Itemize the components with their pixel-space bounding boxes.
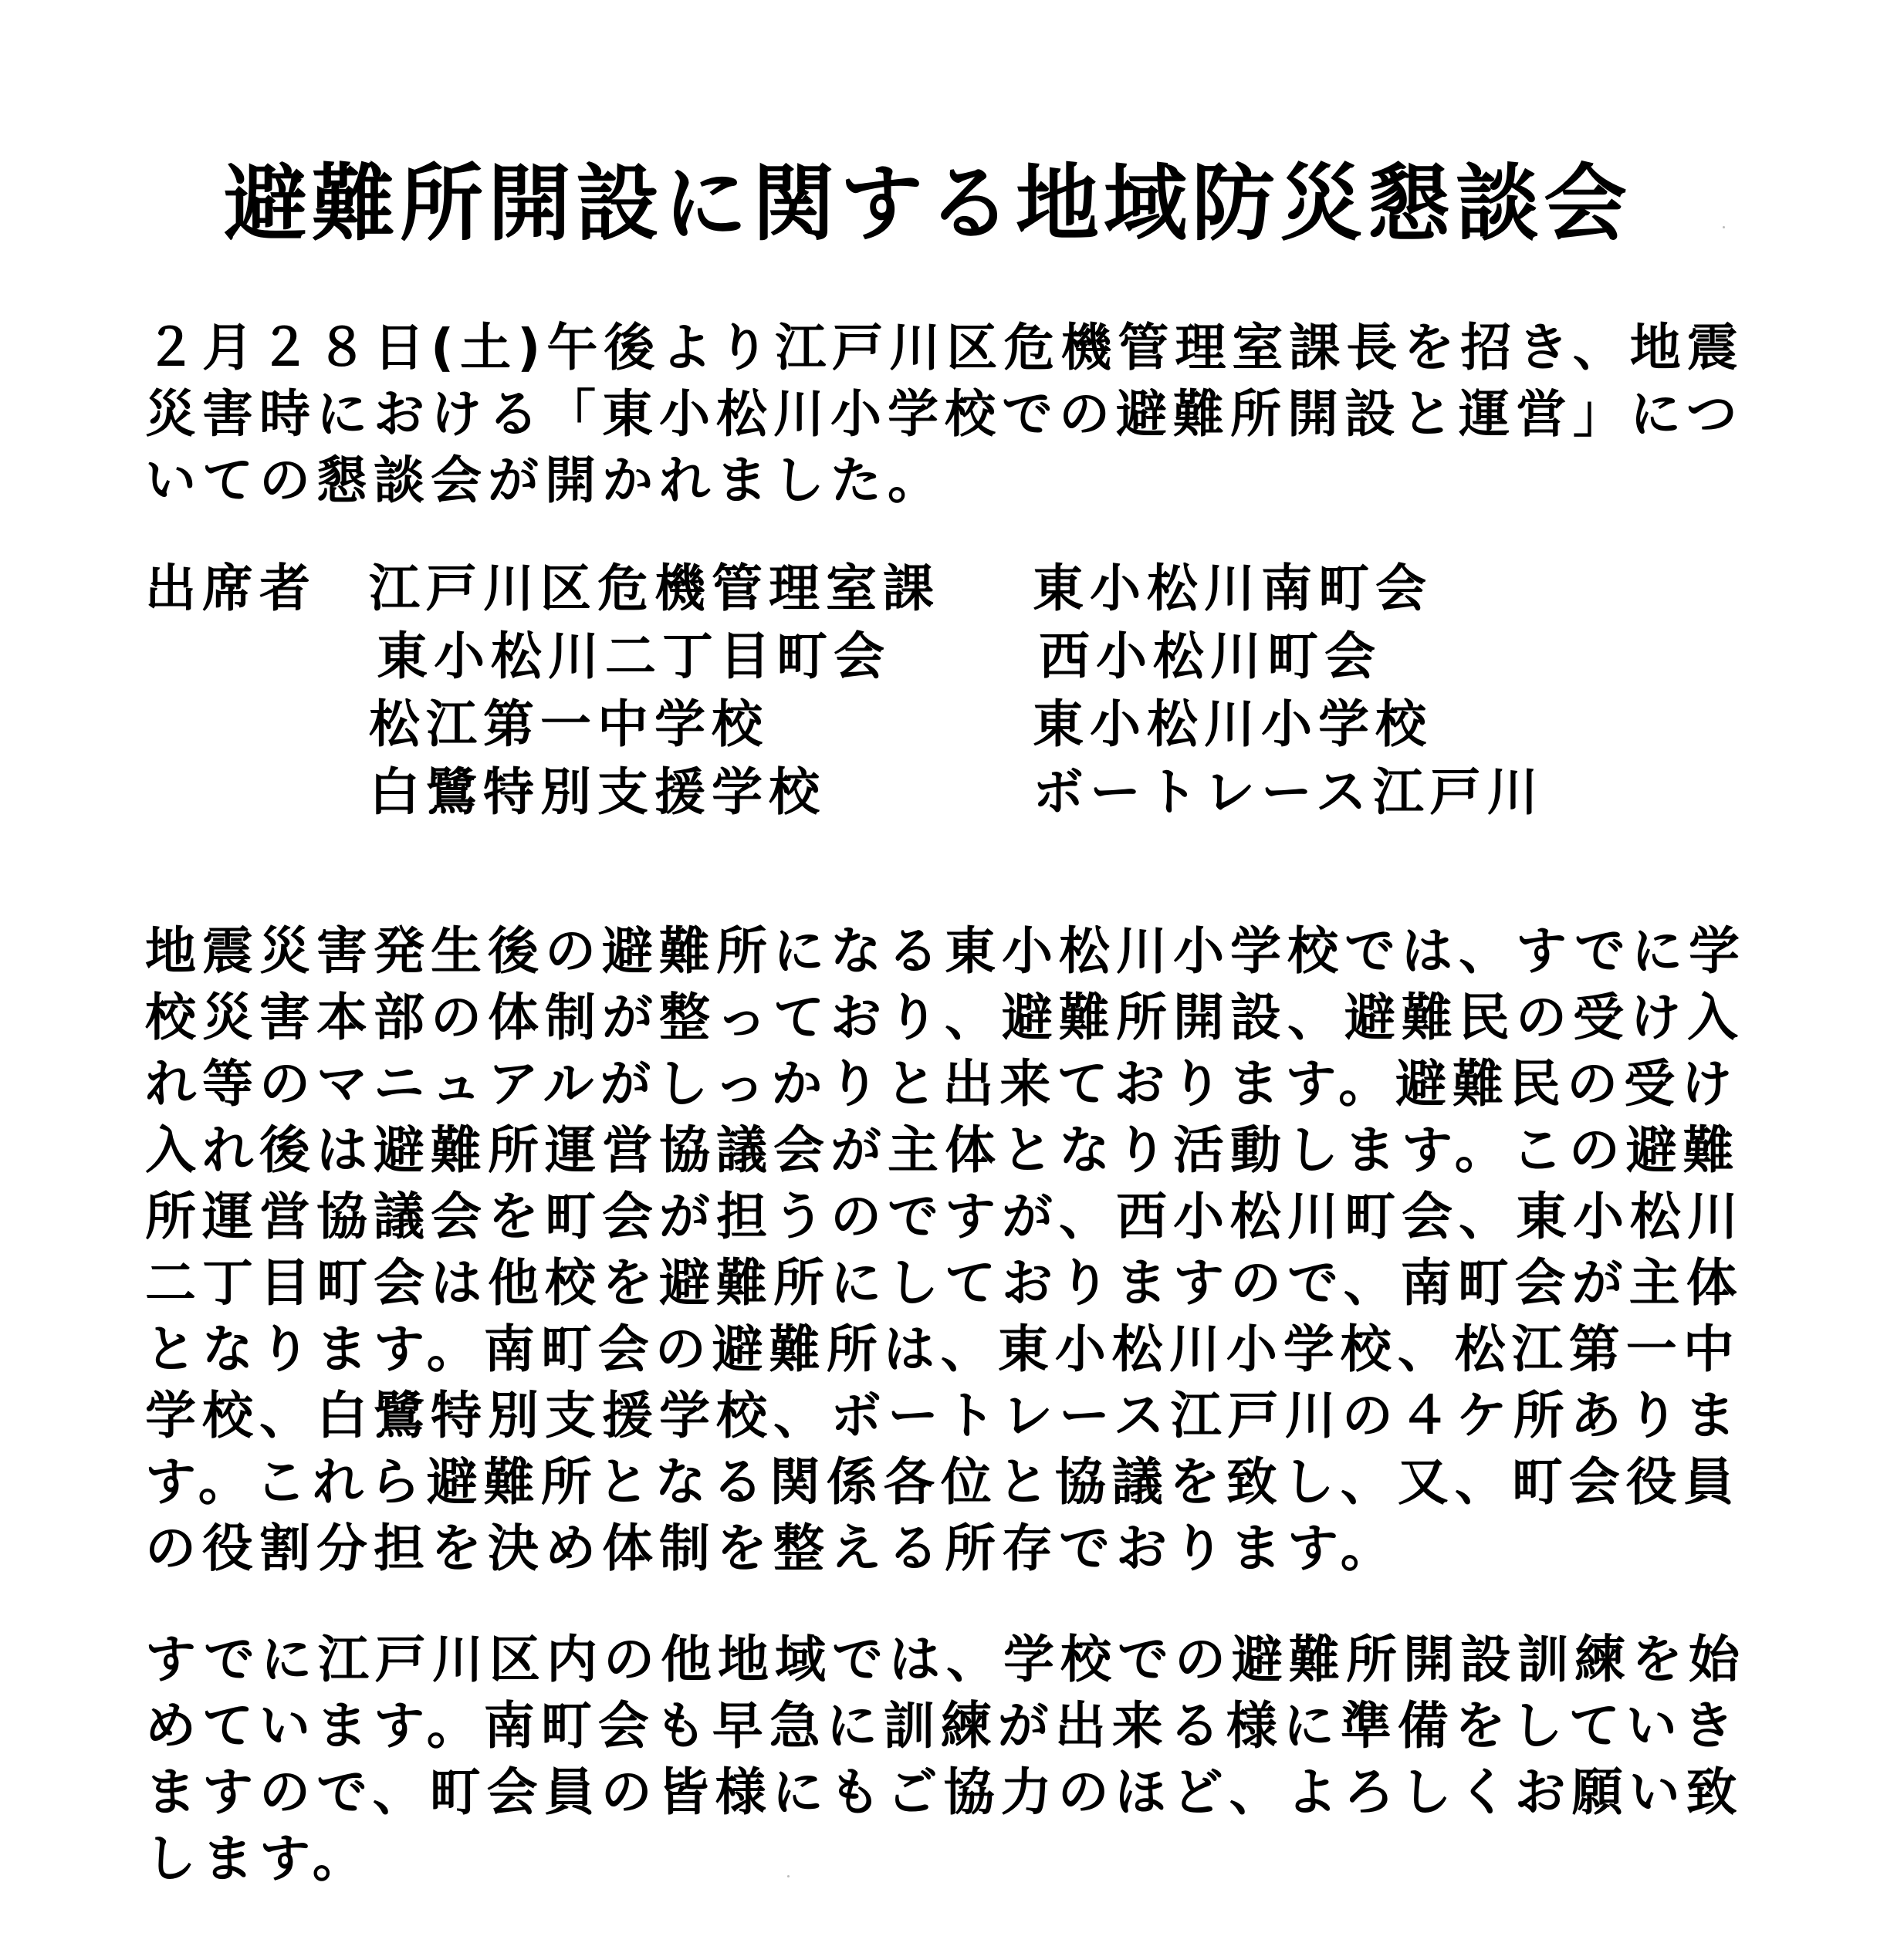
attendee-row bbox=[145, 556, 1611, 622]
intro-line: いての懇談会が開かれました。 bbox=[145, 451, 945, 510]
body-line: となります。南町会の避難所は、東小松川小学校、松江第一中 bbox=[145, 1320, 1740, 1379]
attendee-left: 東小松川二丁目町会 bbox=[377, 627, 891, 686]
intro-line: ２月２８日(土)午後より江戸川区危機管理室課長を招き、地震 bbox=[145, 318, 1744, 377]
attendees-label: 出席者 bbox=[145, 559, 316, 618]
attendee-right: ボートレース江戸川 bbox=[1033, 762, 1544, 822]
body-line: 学校、白鷺特別支援学校、ボートレース江戸川の４ケ所ありま bbox=[145, 1386, 1742, 1445]
attendee-right: 西小松川町会 bbox=[1039, 627, 1381, 686]
attendee-row bbox=[145, 624, 1611, 690]
body-line: します。 bbox=[145, 1829, 370, 1888]
body-line: ますので、町会員の皆様にもご協力のほど、よろしくお願い致 bbox=[145, 1762, 1743, 1822]
body-line: す。これら避難所となる関係各位と協議を致し、又、町会役員 bbox=[145, 1452, 1740, 1512]
body-paragraph-2 bbox=[145, 1627, 1746, 1892]
body-line: 地震災害発生後の避難所になる東小松川小学校では、すでに学 bbox=[145, 921, 1746, 981]
intro-line: 災害時における「東小松川小学校での避難所開設と運営」につ bbox=[145, 384, 1743, 444]
body-paragraph-1 bbox=[145, 918, 1746, 1582]
attendee-left: 松江第一中学校 bbox=[369, 694, 769, 754]
body-line: めています。南町会も早急に訓練が出来る様に準備をしていき bbox=[145, 1696, 1740, 1756]
attendee-row bbox=[145, 759, 1611, 826]
body-line: 二丁目町会は他校を避難所にしておりますので、南町会が主体 bbox=[145, 1253, 1743, 1313]
scan-speck bbox=[1723, 226, 1725, 228]
body-line: 入れ後は避難所運営協議会が主体となり活動します。この避難 bbox=[145, 1120, 1740, 1180]
scan-speck bbox=[787, 1875, 790, 1877]
body-line: れ等のマニュアルがしっかりと出来ております。避難民の受け bbox=[145, 1054, 1739, 1114]
body-line: 校災害本部の体制が整っており、避難所開設、避難民の受け入 bbox=[145, 988, 1744, 1047]
attendee-right: 東小松川南町会 bbox=[1033, 559, 1432, 618]
attendee-right: 東小松川小学校 bbox=[1033, 694, 1432, 754]
attendee-left: 江戸川区危機管理室課 bbox=[369, 559, 940, 618]
document-title: 避難所開設に関する地域防災懇談会 bbox=[224, 156, 1632, 252]
attendee-row bbox=[145, 691, 1611, 758]
body-line: 所運営協議会を町会が担うのですが、西小松川町会、東小松川 bbox=[145, 1187, 1744, 1246]
intro-paragraph bbox=[145, 315, 1744, 514]
body-line: すでに江戸川区内の他地域では、学校での避難所開設訓練を始 bbox=[145, 1630, 1746, 1689]
attendee-left: 白鷺特別支援学校 bbox=[369, 762, 826, 822]
body-line: の役割分担を決め体制を整える所存でおります。 bbox=[145, 1519, 1398, 1578]
